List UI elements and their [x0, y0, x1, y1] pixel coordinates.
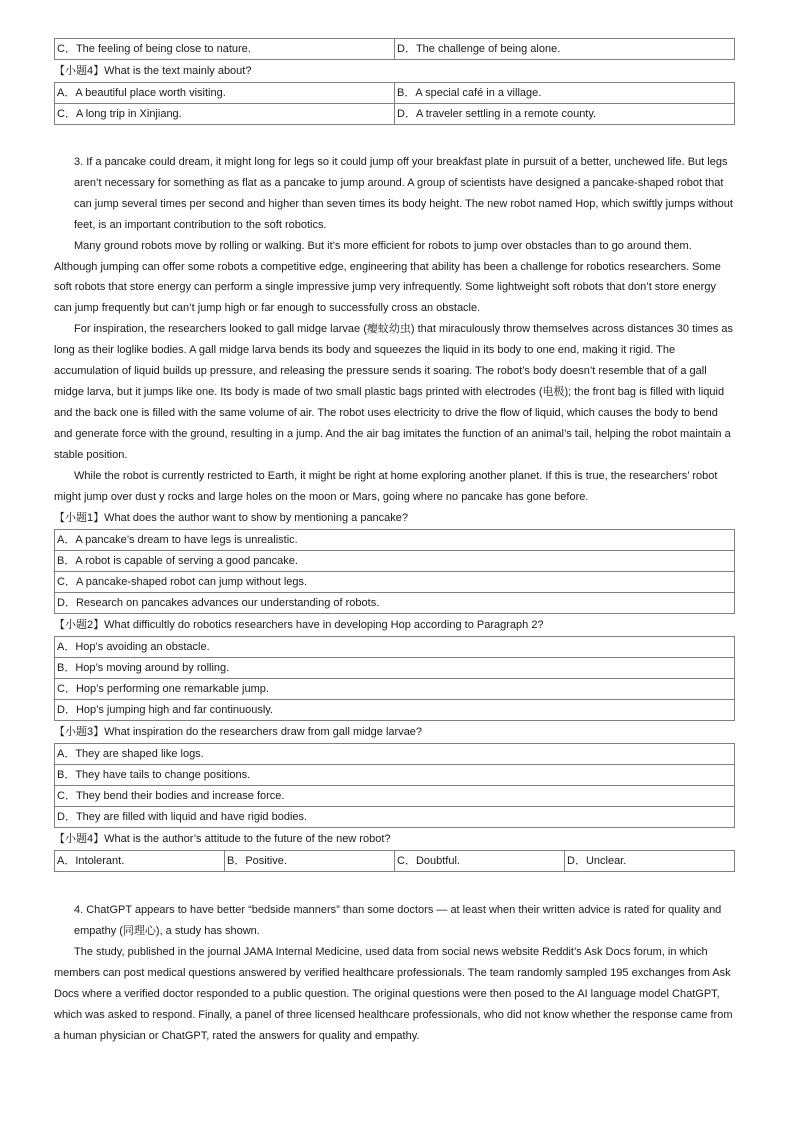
q1-options-table	[54, 529, 735, 614]
table-row	[55, 39, 735, 60]
option-d[interactable]: D．The challenge of being alone.	[395, 39, 735, 60]
option-b[interactable]: B．A special café in a village.	[395, 83, 735, 104]
table-row	[55, 765, 735, 786]
passage-paragraph: 4. ChatGPT appears to have better “bedside manners” than some doctors — at least when their written advice is rated for quality and empathy (同理心), a study has shown.	[74, 904, 722, 938]
option-c[interactable]: C．Hop’s performing one remarkable jump.	[55, 679, 735, 700]
option-d[interactable]: D．They are filled with liquid and have rigid bodies.	[55, 807, 735, 828]
table-row	[55, 679, 735, 700]
table-row	[55, 744, 735, 765]
question-label: 【小题3】What inspiration do the researchers draw from gall midge larvae?	[54, 726, 423, 739]
passage-paragraph: 3. If a pancake could dream, it might long for legs so it could jump off your breakfast plate in pursuit of a better, unchewed life. But legs aren’t necessary for something as flat as a pancake to jump around. A group of scientists have designed a pancake-shaped robot that can jump several times per second and higher than seven times its body height. The new robot named Hop, which swiftly jumps without feet, is an important contribution to the soft robotics.	[74, 156, 733, 231]
table-row	[55, 551, 735, 572]
option-a[interactable]: A．A beautiful place worth visiting.	[55, 83, 395, 104]
option-d[interactable]: D．A traveler settling in a remote county.	[395, 104, 735, 125]
q2-options-table	[54, 636, 735, 721]
question-label: 【小题1】What does the author want to show by mentioning a pancake?	[54, 512, 409, 525]
table-row	[55, 572, 735, 593]
passage-paragraph: For inspiration, the researchers looked to gall midge larvae (瘿蚊幼虫) that miraculously throw themselves across distances 30 times as long as their loglike bodies. A gall midge larva bends its body and squeezes the liquid in its body to one end, making it rigid. The accumulation of liquid builds up pressure, and releasing the pressure sends it soaring. The robot’s body doesn’t resemble that of a gall midge larva, but it jumps like one. Its body is made of two small plastic bags printed with electrodes (电极); the front bag is filled with liquid and the back one is filled with the same volume of air. The robot uses electricity to drive the flow of liquid, which causes the body to bend and generate force with the ground, resulting in a jump. And the air bag imitates the function of an animal’s tail, helping the robot maintain a stable position.	[54, 323, 734, 461]
table-row	[55, 104, 735, 125]
passage-4	[54, 900, 735, 1046]
option-b[interactable]: B．They have tails to change positions.	[55, 765, 735, 786]
option-c[interactable]: C．The feeling of being close to nature.	[55, 39, 395, 60]
table-row	[55, 637, 735, 658]
table-row	[55, 807, 735, 828]
table-row	[55, 530, 735, 551]
table-row	[55, 851, 735, 872]
passage-paragraph: The study, published in the journal JAMA Internal Medicine, used data from social news website Reddit’s Ask Docs forum, in which members can post medical questions answered by verified healthcare professionals. The team randomly sampled 195 exchanges from Ask Docs where a verified doctor responded to a public question. The original questions were then posed to the AI language model ChatGPT, which was asked to respond. Finally, a panel of three licensed healthcare professionals, who did not know whether the response came from a human physician or ChatGPT, rated the answers for quality and empathy.	[54, 946, 733, 1042]
prev-q3-options-table	[54, 38, 735, 60]
document-page	[54, 38, 735, 1047]
passage-paragraph: Many ground robots move by rolling or walking. But it’s more efficient for robots to jump over obstacles than to go around them. Although jumping can offer some robots a competitive edge, engineering that ability has been a challenge for robotics researchers. Some soft robots that store energy can perform a single impressive jump very infrequently. Some lightweight soft robots that don’t store energy can jump frequently but can’t jump high or far enough to successfully cross an obstacle.	[54, 239, 721, 315]
q3-options-table	[54, 743, 735, 828]
option-b[interactable]: B．Positive.	[225, 851, 395, 872]
table-row	[55, 786, 735, 807]
prev-q4-options-table	[54, 82, 735, 125]
option-a[interactable]: A．Intolerant.	[55, 851, 225, 872]
table-row	[55, 658, 735, 679]
table-row	[55, 593, 735, 614]
question-label: 【小题4】What is the author’s attitude to the future of the new robot?	[54, 833, 391, 846]
option-b[interactable]: B．A robot is capable of serving a good pancake.	[55, 551, 735, 572]
q4-options-table	[54, 850, 735, 872]
option-c[interactable]: C．A long trip in Xinjiang.	[55, 104, 395, 125]
option-b[interactable]: B．Hop’s moving around by rolling.	[55, 658, 735, 679]
passage-paragraph: While the robot is currently restricted to Earth, it might be right at home exploring another planet. If this is true, the researchers’ robot might jump over dust y rocks and large holes on the moon or Mars, going where no pancake has gone before.	[54, 469, 718, 503]
table-row	[55, 83, 735, 104]
option-c[interactable]: C．Doubtful.	[395, 851, 565, 872]
question-label: 【小题2】What difficultly do robotics researchers have in developing Hop according to Paragraph 2?	[54, 619, 544, 632]
passage-3	[54, 152, 735, 507]
option-a[interactable]: A．A pancake’s dream to have legs is unrealistic.	[55, 530, 735, 551]
option-d[interactable]: D．Hop’s jumping high and far continuously.	[55, 700, 735, 721]
option-c[interactable]: C．They bend their bodies and increase force.	[55, 786, 735, 807]
option-d[interactable]: D．Research on pancakes advances our understanding of robots.	[55, 593, 735, 614]
question-label: 【小题4】What is the text mainly about?	[54, 65, 252, 77]
table-row	[55, 700, 735, 721]
option-a[interactable]: A．They are shaped like logs.	[55, 744, 735, 765]
option-c[interactable]: C．A pancake-shaped robot can jump without legs.	[55, 572, 735, 593]
option-a[interactable]: A．Hop’s avoiding an obstacle.	[55, 637, 735, 658]
option-d[interactable]: D．Unclear.	[565, 851, 735, 872]
